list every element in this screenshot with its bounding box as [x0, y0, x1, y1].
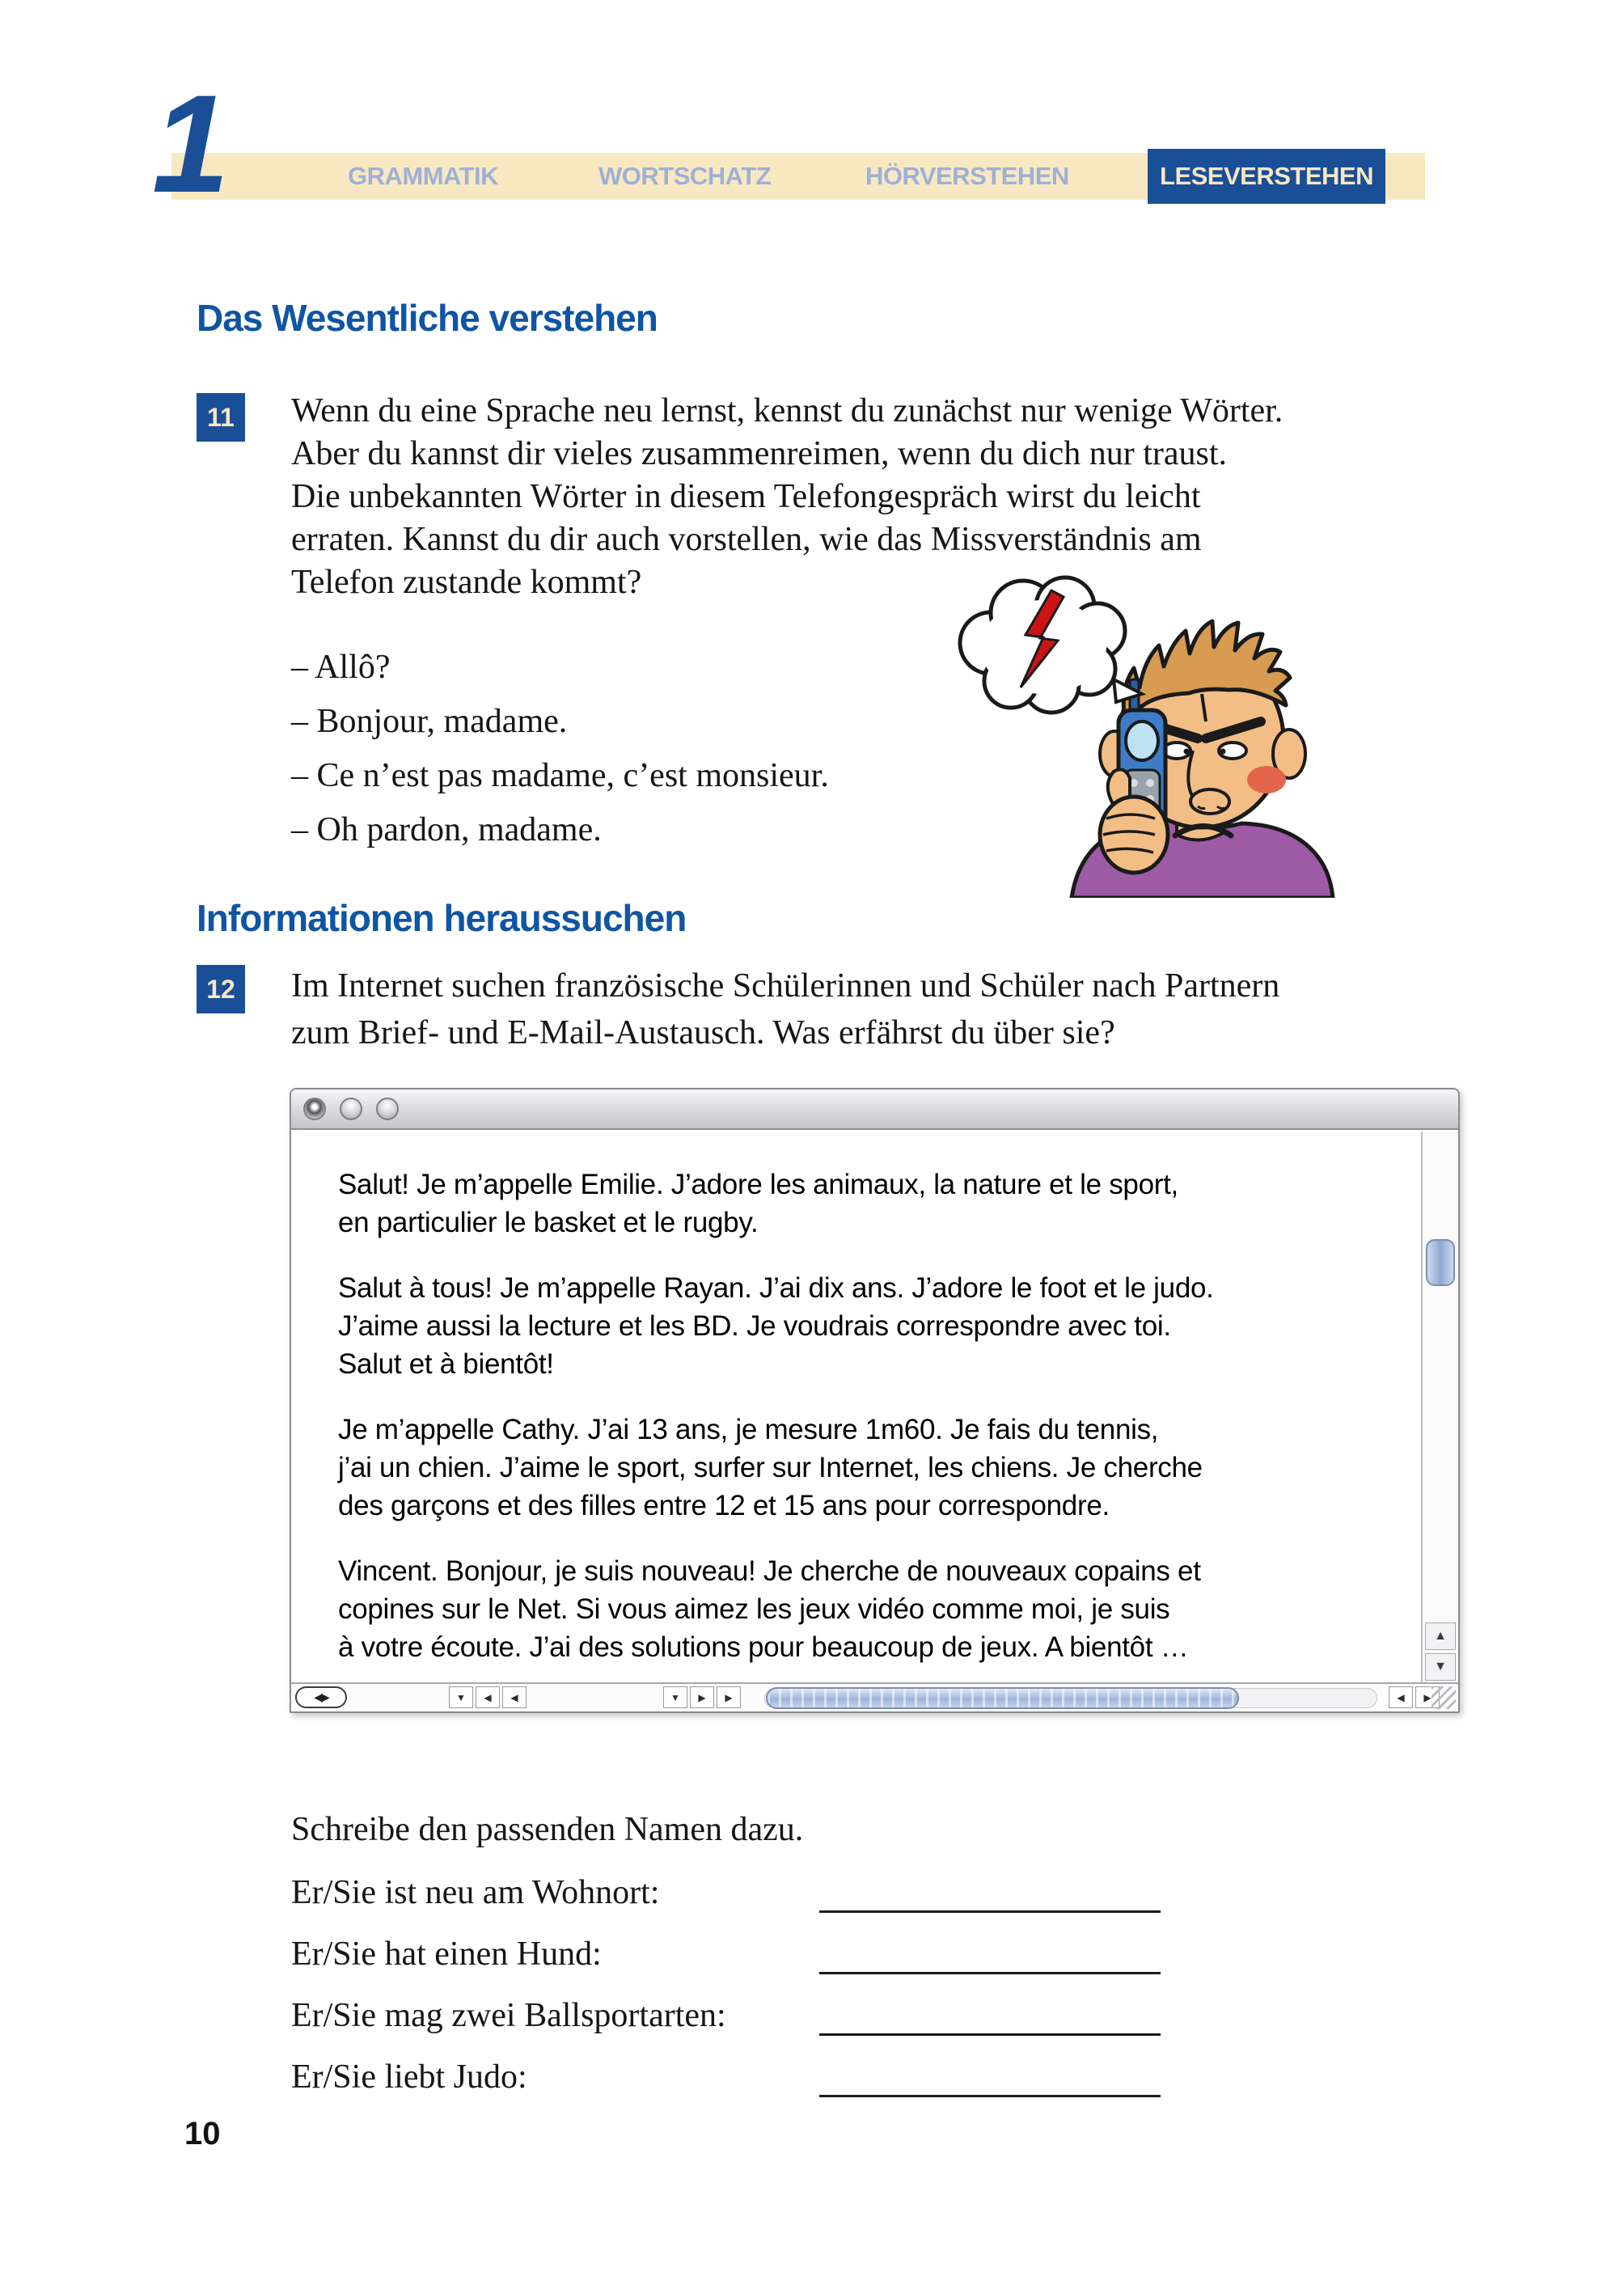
question-label: Er/Sie mag zwei Ballsportarten:	[291, 1997, 726, 2034]
question-label: Er/Sie liebt Judo:	[291, 2058, 527, 2096]
unit-number: 1	[152, 66, 230, 222]
unit-tab-bar	[171, 153, 1425, 200]
exercise-12-instructions	[291, 962, 1460, 1056]
dialogue-line: – Bonjour, madame.	[291, 703, 568, 740]
skip-forward-icon[interactable]: ▶	[717, 1686, 741, 1708]
telephone-dialogue	[291, 641, 829, 857]
text-line: Salut à tous! Je m’appelle Rayan. J’ai dix ans. J’adore le foot et le judo.	[338, 1272, 1214, 1304]
penpal-ad-rayan	[338, 1269, 1408, 1383]
text-line: Telefon zustande kommt?	[291, 564, 642, 601]
scroll-down-icon[interactable]: ▼	[1425, 1653, 1456, 1681]
penpal-ad-vincent	[338, 1552, 1408, 1666]
text-line: j’ai un chien. J’aime le sport, surfer sur Internet, les chiens. Je cherche	[338, 1452, 1203, 1483]
tab-wortschatz[interactable]: WORTSCHATZ	[598, 162, 772, 190]
browser-bottom-bar	[291, 1682, 1458, 1711]
scroll-right-icon[interactable]: ▶	[1415, 1686, 1440, 1708]
text-line: Wenn du eine Sprache neu lernst, kennst du zunächst nur wenige Wörter.	[291, 392, 1284, 429]
section-title-das-wesentliche: Das Wesentliche verstehen	[197, 297, 658, 339]
horizontal-scrollbar-thumb[interactable]	[766, 1687, 1239, 1709]
answer-blank[interactable]	[819, 2095, 1161, 2097]
question-label: Er/Sie ist neu am Wohnort:	[291, 1874, 660, 1911]
window-control-icon[interactable]	[340, 1098, 362, 1120]
dialogue-line: – Allô?	[291, 649, 391, 686]
step-forward-icon[interactable]: ▶	[690, 1686, 714, 1708]
scroll-up-icon[interactable]: ▲	[1425, 1622, 1456, 1650]
question-label: Er/Sie hat einen Hund:	[291, 1936, 602, 1973]
answer-blank[interactable]	[819, 2033, 1161, 2036]
penpal-ad-cathy	[338, 1411, 1408, 1525]
thought-cloud	[960, 577, 1142, 713]
text-line: en particulier le basket et le rugby.	[338, 1207, 759, 1238]
section-title-informationen: Informationen heraussuchen	[197, 897, 687, 939]
dropdown-icon[interactable]: ▼	[663, 1686, 687, 1708]
text-line: Aber du kannst dir vieles zusammenreimen, wenn du dich nur traust.	[291, 435, 1228, 472]
text-line: Im Internet suchen französische Schülerinnen und Schüler nach Partnern	[291, 967, 1280, 1005]
window-control-icon[interactable]	[303, 1098, 326, 1120]
pan-toggle-icon[interactable]: ◀▶	[295, 1686, 347, 1708]
exercise-number-badge-12: 12	[197, 965, 245, 1013]
tab-leseverstehen-active[interactable]: LESEVERSTEHEN	[1148, 149, 1385, 204]
text-line: à votre écoute. J’ai des solutions pour beaucoup de jeux. A bientôt …	[338, 1631, 1189, 1663]
scroll-left-icon[interactable]: ◀	[1389, 1686, 1413, 1708]
dropdown-icon[interactable]: ▼	[449, 1686, 473, 1708]
text-line: Die unbekannten Wörter in diesem Telefongespräch wirst du leicht	[291, 478, 1201, 515]
penpal-ad-emilie	[338, 1166, 1408, 1242]
resize-grip-icon[interactable]	[1432, 1686, 1456, 1709]
step-back-icon[interactable]: ◀	[502, 1686, 527, 1708]
answer-blank[interactable]	[819, 1910, 1161, 1913]
page-number: 10	[184, 2116, 221, 2151]
text-line: Je m’appelle Cathy. J’ai 13 ans, je mesure 1m60. Je fais du tennis,	[338, 1414, 1159, 1445]
browser-titlebar[interactable]	[291, 1089, 1458, 1130]
penpal-ads-content	[291, 1132, 1423, 1682]
text-line: Salut! Je m’appelle Emilie. J’adore les animaux, la nature et le sport,	[338, 1169, 1178, 1200]
questions-intro: Schreibe den passenden Namen dazu.	[291, 1811, 804, 1848]
text-line: Vincent. Bonjour, je suis nouveau! Je cherche de nouveaux copains et	[338, 1555, 1201, 1587]
text-line: erraten. Kannst du dir auch vorstellen, wie das Missverständnis am	[291, 521, 1202, 558]
window-control-icon[interactable]	[376, 1098, 399, 1120]
dialogue-line: – Ce n’est pas madame, c’est monsieur.	[291, 757, 829, 794]
dialogue-line: – Oh pardon, madame.	[291, 811, 602, 848]
browser-window	[290, 1088, 1460, 1713]
vertical-scrollbar[interactable]	[1423, 1132, 1458, 1682]
text-line: zum Brief- und E-Mail-Austausch. Was erfährst du über sie?	[291, 1014, 1115, 1051]
text-line: Salut et à bientôt!	[338, 1348, 554, 1380]
tab-grammatik[interactable]: GRAMMATIK	[348, 162, 499, 190]
text-line: copines sur le Net. Si vous aimez les jeux vidéo comme moi, je suis	[338, 1593, 1170, 1625]
vertical-scrollbar-thumb[interactable]	[1426, 1239, 1455, 1286]
tab-hoerverstehen[interactable]: HÖRVERSTEHEN	[865, 162, 1069, 190]
angry-boy-phone-illustration	[930, 566, 1351, 898]
answer-blank[interactable]	[819, 1972, 1161, 1974]
exercise-number-badge-11: 11	[197, 393, 245, 442]
text-line: des garçons et des filles entre 12 et 15 ans pour correspondre.	[338, 1490, 1110, 1521]
text-line: J’aime aussi la lecture et les BD. Je voudrais correspondre avec toi.	[338, 1310, 1171, 1342]
skip-back-icon[interactable]: ◀	[476, 1686, 500, 1708]
